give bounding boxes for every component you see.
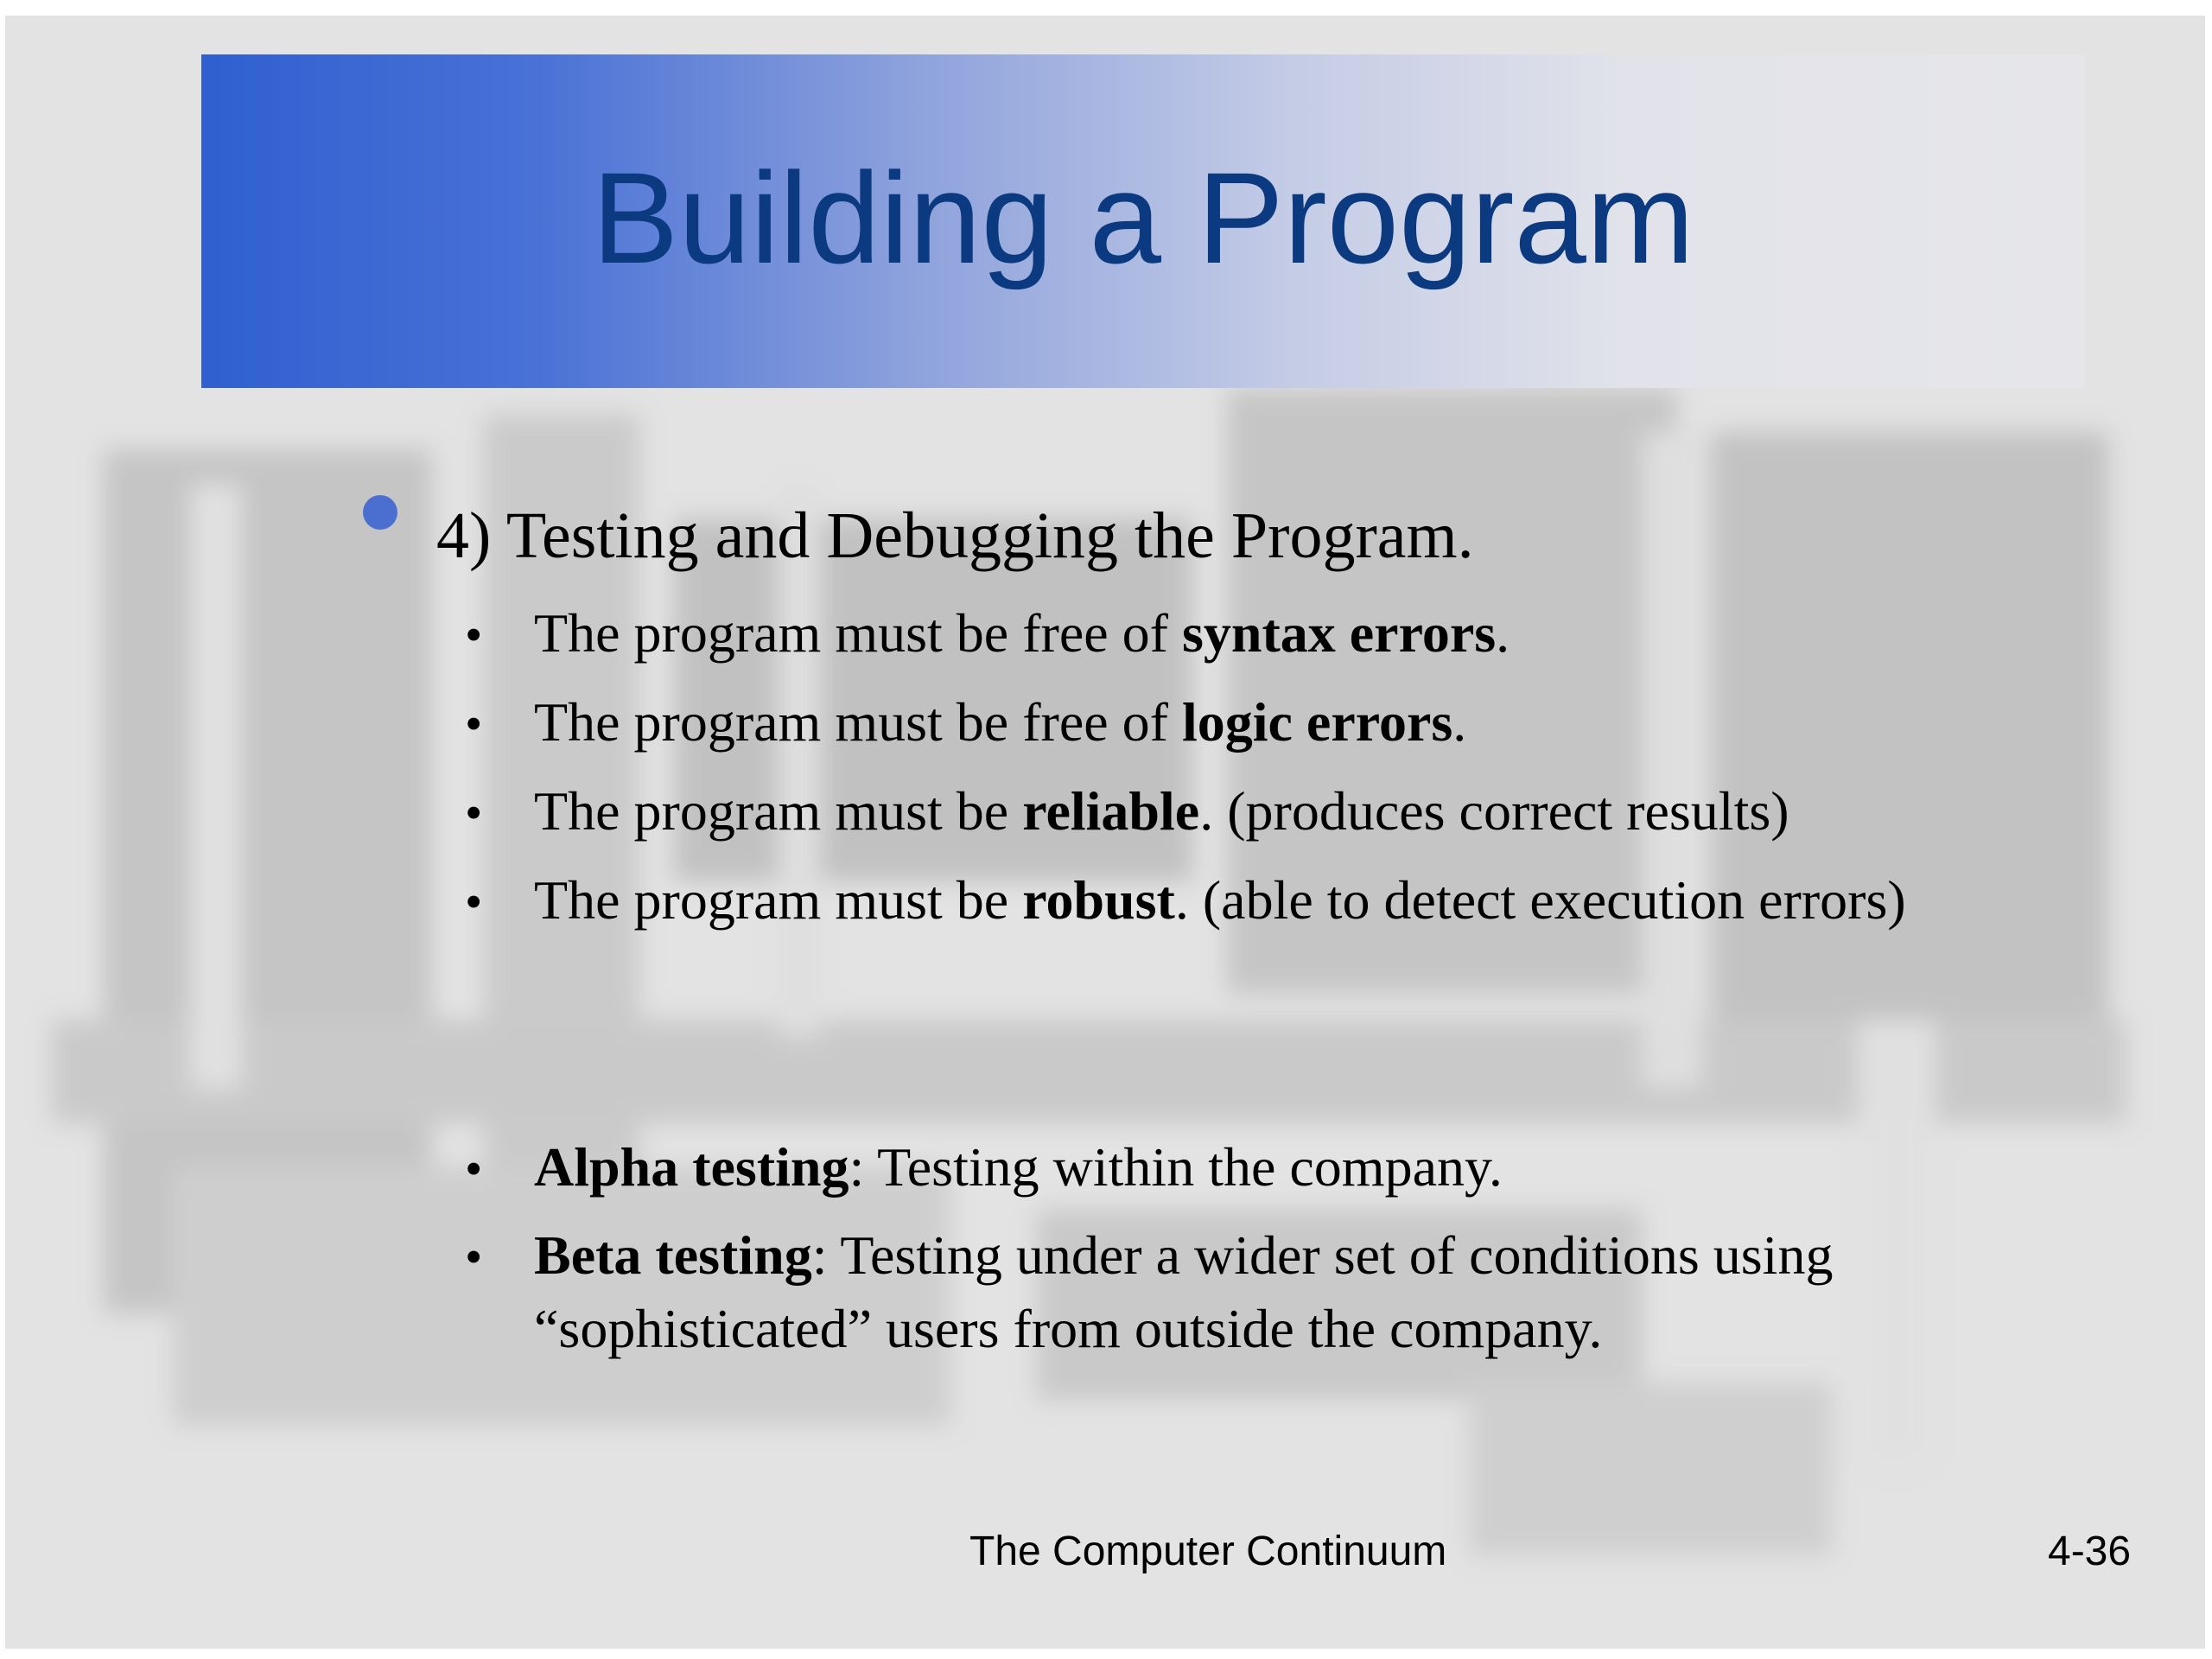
slide-title: Building a Program [592,144,1694,290]
footer-title: The Computer Continuum [969,1529,1447,1574]
requirement-keyword: robust [1022,869,1175,931]
requirement-item [534,685,1466,760]
requirement-prefix: The program must be free of [534,691,1182,753]
requirement-prefix: The program must be free of [534,602,1182,664]
requirement-suffix: . (produces correct results) [1199,780,1789,842]
testing-type-continuation: “sophisticated” users from outside the company. [534,1298,1603,1359]
requirement-keyword: reliable [1022,780,1200,842]
testing-type-name: Beta testing [534,1224,812,1286]
requirement-keyword: syntax errors [1181,602,1497,664]
testing-type-name: Alpha testing [534,1136,849,1198]
bullet-icon: • [465,785,483,841]
testing-type-item [534,1218,1833,1293]
main-bullet-icon [363,495,397,530]
requirement-suffix: . [1452,691,1467,753]
requirement-item [534,774,1789,849]
requirement-prefix: The program must be [534,780,1023,842]
requirement-suffix: . (able to detect execution errors) [1174,869,1906,931]
bullet-icon: • [465,1141,483,1197]
testing-type-description: : Testing under a wider set of conditions using [811,1224,1834,1286]
bullet-icon: • [465,874,483,930]
main-point: 4) Testing and Debugging the Program. [436,499,1474,572]
requirement-prefix: The program must be [534,869,1023,931]
requirement-suffix: . [1496,602,1510,664]
bullet-icon: • [465,1229,483,1285]
testing-type-item [534,1130,1503,1205]
requirement-item [534,596,1510,671]
page-number: 4-36 [2048,1529,2132,1574]
bullet-icon: • [465,696,483,752]
requirement-item [534,863,1906,938]
bullet-icon: • [465,607,483,663]
testing-type-description: : Testing within the company. [849,1136,1503,1198]
requirement-keyword: logic errors [1181,691,1453,753]
